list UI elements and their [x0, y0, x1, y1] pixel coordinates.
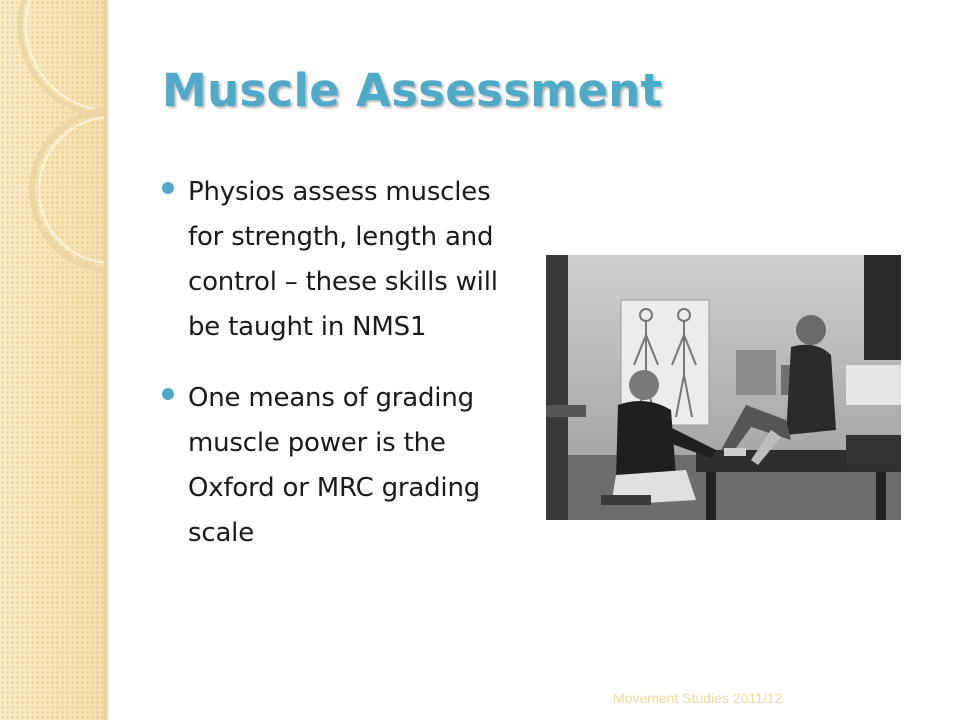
decorative-rings: [0, 0, 104, 720]
bullet-item: [160, 376, 530, 556]
slide-footer: Movement Studies 2011/12: [613, 690, 783, 706]
sidebar-border: [104, 0, 107, 720]
decorative-sidebar: [0, 0, 104, 720]
slide-title: Muscle Assessment: [162, 64, 663, 117]
physio-assessment-photo: [546, 255, 901, 520]
bullet-dot-icon: [162, 182, 174, 194]
bullet-dot-icon: [162, 388, 174, 400]
bullet-list: [160, 170, 530, 556]
photo-illustration: [546, 255, 901, 520]
bullet-item: [160, 170, 530, 350]
bullet-text: Physios assess muscles for strength, length and control – these skills will be taught in NMS1: [188, 177, 498, 342]
bullet-text: One means of grading muscle power is the Oxford or MRC grading scale: [188, 383, 481, 548]
